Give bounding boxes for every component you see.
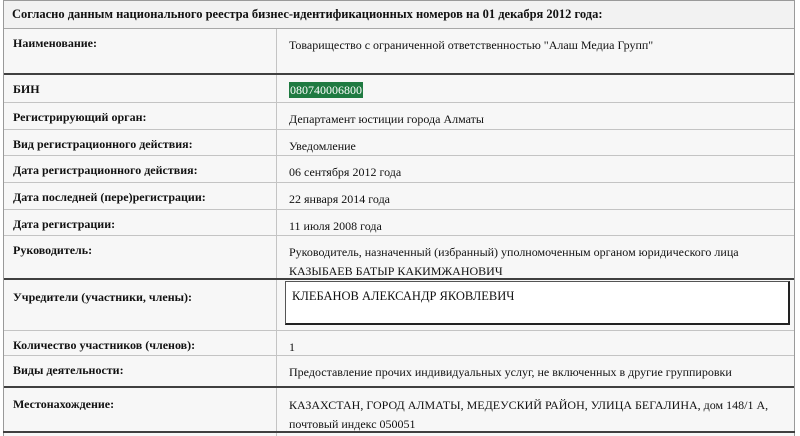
label-member-count: Количество участников (членов): — [4, 331, 277, 355]
value-last-reregistration: 22 января 2014 года — [289, 192, 391, 206]
value-member-count: 1 — [289, 340, 295, 354]
row-member-count — [4, 330, 794, 355]
value-registration-date: 11 июля 2008 года — [289, 219, 382, 233]
value-action-type: Уведомление — [289, 139, 356, 153]
row-last-reregistration — [4, 182, 794, 209]
director-position: Руководитель, назначенный (избранный) уполномоченным органом юридического лица — [289, 245, 739, 259]
business-registry-table — [3, 0, 795, 436]
row-bin — [4, 73, 794, 102]
row-name — [4, 29, 794, 73]
label-activity-types: Виды деятельности: — [4, 356, 277, 386]
label-founders: Учредители (участники, члены): — [4, 280, 277, 330]
label-registration-date: Дата регистрации: — [4, 210, 277, 235]
row-founders — [4, 278, 794, 330]
value-founders: КЛЕБАНОВ АЛЕКСАНДР ЯКОВЛЕВИЧ — [292, 289, 515, 303]
label-action-date: Дата регистрационного действия: — [4, 156, 277, 182]
director-name: КАЗЫБАЕВ БАТЫР КАКИМЖАНОВИЧ — [289, 264, 503, 278]
registry-header: Согласно данным национального реестра бизнес-идентификационных номеров на 01 декабря 2012 года: — [4, 1, 794, 29]
label-bin: БИН — [4, 75, 277, 102]
label-name: Наименование: — [4, 29, 277, 73]
value-director — [277, 236, 794, 278]
value-name: Товарищество с ограниченной ответственностью "Алаш Медиа Групп" — [289, 38, 654, 52]
location-address: КАЗАХСТАН, ГОРОД АЛМАТЫ, МЕДЕУСКИЙ РАЙОН, УЛИЦА БЕГАЛИНА, дом 148/1 А, — [289, 398, 769, 412]
value-registration-authority: Департамент юстиции города Алматы — [289, 112, 484, 126]
bottom-divider — [3, 431, 795, 433]
value-location — [277, 388, 794, 436]
row-director — [4, 235, 794, 278]
label-location: Местонахождение: — [4, 388, 277, 436]
label-last-reregistration: Дата последней (пере)регистрации: — [4, 183, 277, 209]
label-registration-authority: Регистрирующий орган: — [4, 103, 277, 129]
value-activity-types: Предоставление прочих индивидуальных услуг, не включенных в другие группировки — [289, 365, 732, 379]
label-director: Руководитель: — [4, 236, 277, 278]
bin-number-selected[interactable]: 080740006800 — [290, 83, 362, 97]
founders-box — [285, 281, 790, 325]
row-action-type — [4, 129, 794, 155]
value-action-date: 06 сентября 2012 года — [289, 165, 402, 179]
row-action-date — [4, 155, 794, 182]
row-activity-types — [4, 355, 794, 386]
row-registration-date — [4, 209, 794, 235]
location-postcode: почтовый индекс 050051 — [289, 417, 416, 431]
row-registration-authority — [4, 102, 794, 129]
row-location — [4, 386, 794, 436]
label-action-type: Вид регистрационного действия: — [4, 130, 277, 155]
